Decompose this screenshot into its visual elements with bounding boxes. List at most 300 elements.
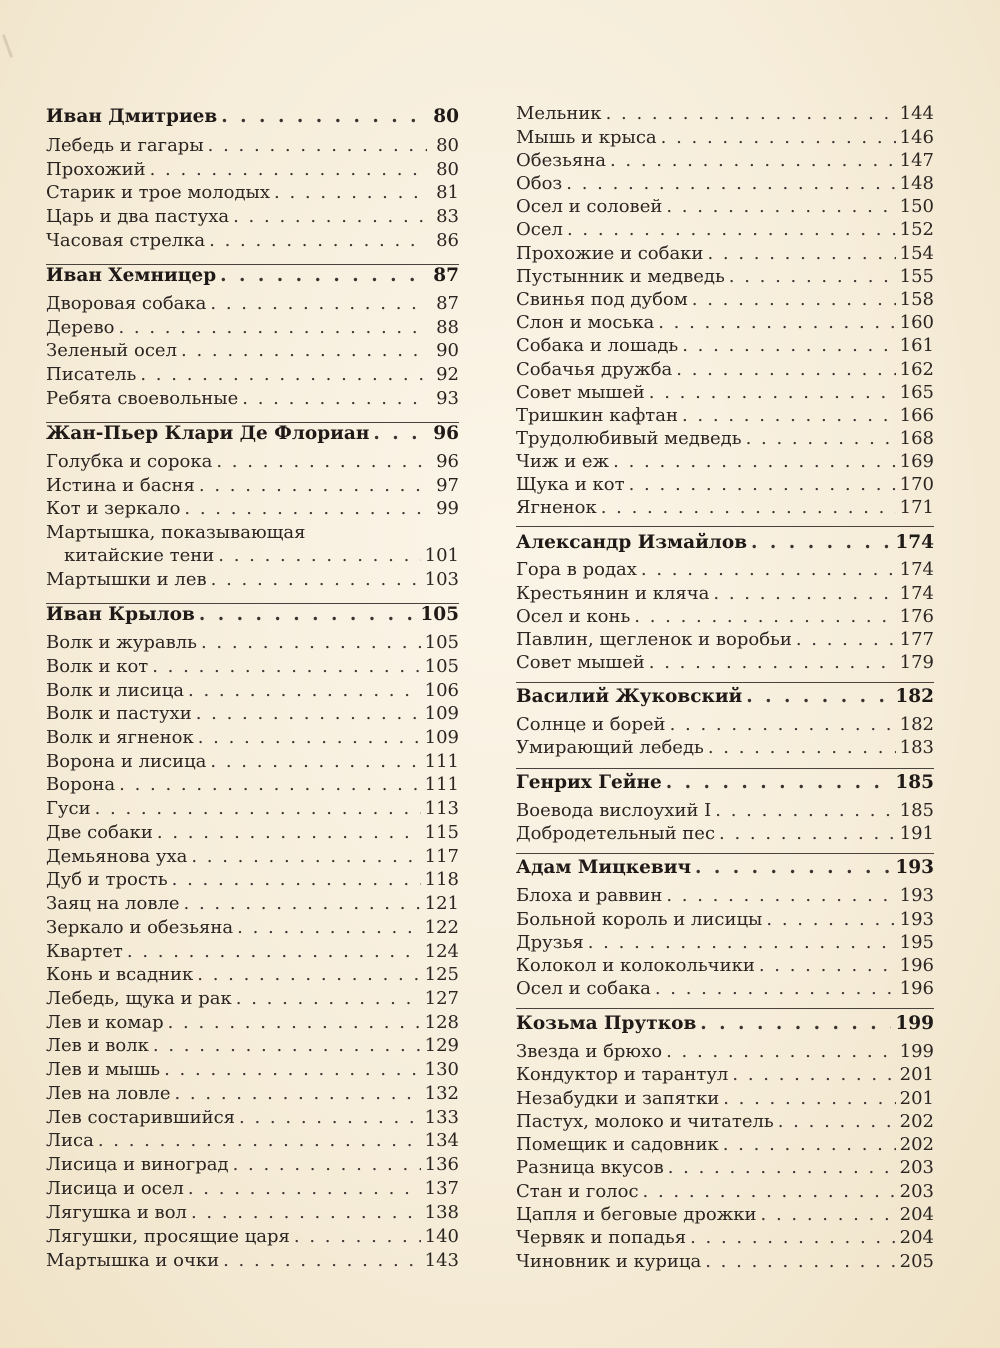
section-divider <box>516 526 934 527</box>
dot-leader <box>708 736 896 760</box>
entry-title: Прохожие и собаки <box>516 243 704 264</box>
dot-leader <box>588 931 896 955</box>
toc-entry <box>46 702 459 726</box>
page-number: 111 <box>424 774 459 795</box>
toc-entry <box>46 1034 459 1058</box>
dot-leader <box>723 1087 895 1111</box>
author-name: Адам Мицкевич <box>516 857 692 878</box>
page-number: 97 <box>436 475 459 496</box>
dot-leader <box>210 750 420 774</box>
page-number: 201 <box>899 1064 934 1085</box>
entry-title: Ребята своевольные <box>46 388 239 409</box>
dot-leader <box>153 1034 421 1058</box>
toc-entry <box>516 884 934 908</box>
page-number: 150 <box>899 196 934 217</box>
dot-leader <box>613 450 896 474</box>
entry-title: Лев и комар <box>46 1012 164 1033</box>
page-number: 168 <box>899 428 934 449</box>
entry-title: Свинья под дубом <box>516 289 688 310</box>
toc-entry <box>516 1156 934 1180</box>
page-number: 155 <box>899 266 934 287</box>
dot-leader <box>670 713 896 737</box>
page-number: 130 <box>424 1059 459 1080</box>
page-number: 185 <box>899 800 934 821</box>
toc-entry <box>46 821 459 845</box>
dot-leader <box>661 126 896 150</box>
entry-title: Чиновник и курица <box>516 1251 702 1272</box>
page-number: 203 <box>899 1157 934 1178</box>
toc-entry <box>46 521 459 545</box>
page-number: 174 <box>899 583 934 604</box>
dot-leader <box>682 334 895 358</box>
toc-entry <box>516 126 934 150</box>
dot-leader <box>119 773 420 797</box>
page-number: 143 <box>424 1250 459 1271</box>
entry-title: Волк и журавль <box>46 632 197 653</box>
entry-title: Добродетельный пес <box>516 823 716 844</box>
page-number: 80 <box>436 135 459 156</box>
toc-entry <box>516 473 934 497</box>
dot-leader <box>218 544 420 568</box>
toc-entry <box>46 387 459 411</box>
section-divider <box>46 603 459 604</box>
entry-title: Лебедь, щука и рак <box>46 988 232 1009</box>
page-number: 109 <box>424 703 459 724</box>
entry-title: Лев и волк <box>46 1035 149 1056</box>
dot-leader <box>373 422 427 446</box>
dot-leader <box>184 892 421 916</box>
page-number: 113 <box>424 798 459 819</box>
entry-title: Лягушки, просящие царя <box>46 1226 290 1247</box>
toc-entry <box>516 149 934 173</box>
page-number: 140 <box>424 1226 459 1247</box>
page-number: 179 <box>899 652 934 673</box>
dot-leader <box>666 1040 896 1064</box>
page-number: 205 <box>899 1251 934 1272</box>
page-number: 117 <box>424 846 459 867</box>
entry-title: Старик и трое молодых <box>46 182 271 203</box>
dot-leader <box>172 868 421 892</box>
toc-entry <box>46 1106 459 1130</box>
toc-entry <box>516 242 934 266</box>
toc-entry <box>516 713 934 737</box>
dot-leader <box>95 797 421 821</box>
dot-leader <box>188 1177 421 1201</box>
toc-entry <box>516 1133 934 1157</box>
toc-entry <box>516 496 934 520</box>
entry-title: Заяц на ловле <box>46 893 180 914</box>
entry-title: Слон и моська <box>516 312 655 333</box>
entry-title: Обоз <box>516 173 563 194</box>
dot-leader <box>658 311 895 335</box>
entry-title: Червяк и попадья <box>516 1227 687 1248</box>
toc-entry <box>516 102 934 126</box>
entry-title: Трудолюбивый медведь <box>516 428 742 449</box>
toc-author-heading <box>516 1012 934 1036</box>
entry-title: Стан и голос <box>516 1181 639 1202</box>
entry-title: Обезьяна <box>516 150 606 171</box>
entry-title: Воевода вислоухий I <box>516 800 712 821</box>
page-number: 80 <box>433 106 459 127</box>
page-number: 202 <box>899 1134 934 1155</box>
entry-title: Звезда и брюхо <box>516 1041 663 1062</box>
entry-title: Мартышка, показывающая <box>46 522 306 543</box>
toc-entry <box>46 292 459 316</box>
page-number: 152 <box>899 219 934 240</box>
toc-entry <box>46 940 459 964</box>
page-number: 193 <box>899 885 934 906</box>
entry-title: Дерево <box>46 317 115 338</box>
page-number: 162 <box>899 359 934 380</box>
page-number: 147 <box>899 150 934 171</box>
toc-entry <box>516 822 934 846</box>
author-name: Василий Жуковский <box>516 686 743 707</box>
page-number: 202 <box>899 1111 934 1132</box>
page-number: 96 <box>433 423 459 444</box>
entry-title: Дворовая собака <box>46 293 207 314</box>
page-number: 193 <box>899 909 934 930</box>
toc-entry <box>46 916 459 940</box>
toc-entry <box>46 963 459 987</box>
dot-leader <box>700 1012 891 1036</box>
dot-leader <box>191 845 420 869</box>
entry-title: Колокол и колокольчики <box>516 955 755 976</box>
toc-entry <box>46 845 459 869</box>
dot-leader <box>715 799 895 823</box>
entry-title: Совет мышей <box>516 382 645 403</box>
toc-entry <box>46 1011 459 1035</box>
entry-title: Пустынник и медведь <box>516 266 725 287</box>
page-number: 86 <box>436 230 459 251</box>
author-name: Иван Крылов <box>46 604 195 625</box>
page-number: 115 <box>424 822 459 843</box>
page-number: 199 <box>895 1013 934 1034</box>
toc-entry <box>46 158 459 182</box>
dot-leader <box>746 685 891 709</box>
page-edge-mark <box>2 34 13 58</box>
page-number: 144 <box>899 103 934 124</box>
entry-title: Голубка и сорока <box>46 451 213 472</box>
toc-entry <box>46 181 459 205</box>
page-number: 204 <box>899 1204 934 1225</box>
page-number: 191 <box>899 823 934 844</box>
entry-title: Лягушка и вол <box>46 1202 187 1223</box>
entry-title: Волк и ягненок <box>46 727 194 748</box>
dot-leader <box>239 1106 421 1130</box>
entry-title: Разница вкусов <box>516 1157 664 1178</box>
toc-entry <box>46 205 459 229</box>
dot-leader <box>242 387 427 411</box>
entry-title: Щука и кот <box>516 474 625 495</box>
dot-leader <box>610 149 896 173</box>
dot-leader <box>98 1129 421 1153</box>
page-number: 148 <box>899 173 934 194</box>
entry-title: Прохожий <box>46 159 146 180</box>
entry-title: Лебедь и гагары <box>46 135 204 156</box>
entry-title: Крестьянин и кляча <box>516 583 710 604</box>
entry-title: Кондуктор и тарантул <box>516 1064 729 1085</box>
toc-entry <box>46 797 459 821</box>
toc-entry <box>516 1180 934 1204</box>
toc-author-heading <box>516 685 934 709</box>
section-divider <box>46 422 459 423</box>
page-number: 182 <box>899 714 934 735</box>
dot-leader <box>150 158 427 182</box>
entry-title: Кот и зеркало <box>46 498 181 519</box>
dot-leader <box>164 1058 421 1082</box>
toc-entry <box>516 736 934 760</box>
dot-leader <box>216 450 427 474</box>
toc-entry <box>46 316 459 340</box>
dot-leader <box>197 963 420 987</box>
dot-leader <box>274 181 427 205</box>
page-number: 93 <box>436 388 459 409</box>
toc-entry <box>516 931 934 955</box>
page-number: 182 <box>895 686 934 707</box>
page-number: 166 <box>899 405 934 426</box>
toc-entry <box>516 1250 934 1274</box>
dot-leader <box>761 1203 896 1227</box>
entry-title: Квартет <box>46 941 123 962</box>
toc-entry <box>516 582 934 606</box>
page-number: 127 <box>424 988 459 1009</box>
entry-title: Тришкин кафтан <box>516 405 678 426</box>
dot-leader <box>198 726 421 750</box>
dot-leader <box>641 558 896 582</box>
page-number: 169 <box>899 451 934 472</box>
page-number: 88 <box>436 317 459 338</box>
entry-title: Лисица и виноград <box>46 1154 229 1175</box>
page-number: 121 <box>424 893 459 914</box>
toc-entry <box>46 679 459 703</box>
entry-title: Мельник <box>516 103 602 124</box>
entry-title: Волк и лисица <box>46 680 185 701</box>
page-number: 203 <box>899 1181 934 1202</box>
toc-entry <box>516 427 934 451</box>
toc-entry <box>516 288 934 312</box>
dot-leader <box>208 134 427 158</box>
dot-leader <box>690 1226 896 1250</box>
toc-entry <box>516 1110 934 1134</box>
toc-entry <box>516 311 934 335</box>
dot-leader <box>666 195 895 219</box>
dot-leader <box>140 363 427 387</box>
dot-leader <box>778 1110 896 1134</box>
entry-title: Лисица и осел <box>46 1178 184 1199</box>
entry-title: Чиж и еж <box>516 451 610 472</box>
page-number: 170 <box>899 474 934 495</box>
toc-entry <box>46 773 459 797</box>
toc-entry <box>46 987 459 1011</box>
toc-entry <box>516 172 934 196</box>
toc-entry <box>46 1225 459 1249</box>
entry-title: Писатель <box>46 364 137 385</box>
toc-entry <box>46 229 459 253</box>
toc-entry <box>516 977 934 1001</box>
author-name: Александр Измайлов <box>516 532 748 553</box>
page-number: 136 <box>424 1154 459 1175</box>
page-number: 193 <box>895 857 934 878</box>
page-number: 137 <box>424 1178 459 1199</box>
dot-leader <box>236 987 421 1011</box>
toc-entry <box>516 628 934 652</box>
page-number: 146 <box>899 127 934 148</box>
dot-leader <box>127 940 421 964</box>
page-number: 185 <box>895 772 934 793</box>
section-divider <box>516 768 934 769</box>
entry-title: Собака и лошадь <box>516 335 679 356</box>
entry-title: Ягненок <box>516 497 597 518</box>
dot-leader <box>237 916 421 940</box>
page-number: 201 <box>899 1088 934 1109</box>
dot-leader <box>294 1225 421 1249</box>
dot-leader <box>732 1063 895 1087</box>
entry-title: Царь и два пастуха <box>46 206 230 227</box>
dot-leader <box>199 474 427 498</box>
page-number: 204 <box>899 1227 934 1248</box>
dot-leader <box>196 702 421 726</box>
dot-leader <box>209 229 427 253</box>
entry-title: Солнце и борей <box>516 714 666 735</box>
toc-entry <box>46 1201 459 1225</box>
page-number: 87 <box>433 265 459 286</box>
dot-leader <box>676 358 895 382</box>
toc-author-heading <box>46 422 459 446</box>
toc-entry <box>46 544 459 568</box>
entry-title: Часовая стрелка <box>46 230 206 251</box>
entry-title: Помещик и садовник <box>516 1134 719 1155</box>
toc-entry <box>46 1082 459 1106</box>
entry-title: Конь и всадник <box>46 964 194 985</box>
toc-entry <box>46 1129 459 1153</box>
section-divider <box>46 264 459 265</box>
dot-leader <box>692 288 896 312</box>
dot-leader <box>796 628 896 652</box>
entry-title: Ворона и лисица <box>46 751 207 772</box>
entry-title: Демьянова уха <box>46 846 188 867</box>
entry-title: Осел и конь <box>516 606 631 627</box>
page-number: 81 <box>436 182 459 203</box>
page-number: 118 <box>424 869 459 890</box>
author-name: Жан-Пьер Клари Де Флориан <box>46 423 370 444</box>
entry-title: китайские тени <box>64 545 215 566</box>
dot-leader <box>174 1082 420 1106</box>
entry-title: Лев на ловле <box>46 1083 171 1104</box>
toc-entry <box>516 908 934 932</box>
entry-title: Две собаки <box>46 822 153 843</box>
dot-leader <box>707 242 895 266</box>
dot-leader <box>201 631 421 655</box>
toc-entry <box>516 404 934 428</box>
page-number: 165 <box>899 382 934 403</box>
dot-leader <box>666 771 892 795</box>
toc-entry <box>46 339 459 363</box>
author-name: Иван Хемницер <box>46 265 217 286</box>
entry-title: Зеркало и обезьяна <box>46 917 234 938</box>
page-number: 105 <box>420 604 459 625</box>
dot-leader <box>220 264 427 288</box>
toc-entry <box>516 381 934 405</box>
toc-entry <box>46 497 459 521</box>
page-number: 196 <box>899 978 934 999</box>
entry-title: Друзья <box>516 932 584 953</box>
toc-entry <box>516 358 934 382</box>
page-number: 128 <box>424 1012 459 1033</box>
toc-entry <box>516 195 934 219</box>
entry-title: Зеленый осел <box>46 340 178 361</box>
entry-title: Лев и мышь <box>46 1059 161 1080</box>
dot-leader <box>682 404 896 428</box>
dot-leader <box>188 679 421 703</box>
toc-entry <box>46 1058 459 1082</box>
toc-author-heading <box>516 531 934 555</box>
dot-leader <box>649 651 896 675</box>
dot-leader <box>184 497 427 521</box>
toc-author-heading <box>516 856 934 880</box>
author-name: Козьма Прутков <box>516 1013 697 1034</box>
page-number: 124 <box>424 941 459 962</box>
dot-leader <box>221 105 427 129</box>
dot-leader <box>233 1153 421 1177</box>
toc-entry <box>46 568 459 592</box>
toc-author-heading <box>516 771 934 795</box>
page-number: 132 <box>424 1083 459 1104</box>
toc-entry <box>46 892 459 916</box>
dot-leader <box>191 1201 421 1225</box>
page-number: 80 <box>436 159 459 180</box>
toc-entry <box>516 450 934 474</box>
dot-leader <box>118 316 427 340</box>
page-number: 196 <box>899 955 934 976</box>
dot-leader <box>606 102 896 126</box>
dot-leader <box>705 1250 895 1274</box>
toc-entry <box>516 558 934 582</box>
page-number: 83 <box>436 206 459 227</box>
page-number: 171 <box>899 497 934 518</box>
page-number: 92 <box>436 364 459 385</box>
page-number: 134 <box>424 1130 459 1151</box>
toc-entry <box>46 1177 459 1201</box>
toc-entry <box>46 631 459 655</box>
page-number: 125 <box>424 964 459 985</box>
dot-leader <box>211 568 421 592</box>
dot-leader <box>713 582 895 606</box>
toc-entry <box>516 1203 934 1227</box>
entry-title: Больной король и лисицы <box>516 909 763 930</box>
page-number: 109 <box>424 727 459 748</box>
dot-leader <box>233 205 427 229</box>
page-number: 195 <box>899 932 934 953</box>
page-number: 90 <box>436 340 459 361</box>
section-divider <box>516 853 934 854</box>
entry-title: Волк и пастухи <box>46 703 192 724</box>
page-number: 174 <box>895 532 934 553</box>
page-number: 133 <box>424 1107 459 1128</box>
toc-entry <box>516 651 934 675</box>
toc-entry <box>516 265 934 289</box>
toc-entry <box>46 1153 459 1177</box>
entry-title: Гора в родах <box>516 559 637 580</box>
entry-title: Дуб и трость <box>46 869 168 890</box>
entry-title: Умирающий лебедь <box>516 737 704 758</box>
toc-entry <box>46 726 459 750</box>
dot-leader <box>751 531 891 555</box>
toc-entry <box>516 334 934 358</box>
page-number: 129 <box>424 1035 459 1056</box>
dot-leader <box>759 954 896 978</box>
page-number: 111 <box>424 751 459 772</box>
author-name: Генрих Гейне <box>516 772 662 793</box>
